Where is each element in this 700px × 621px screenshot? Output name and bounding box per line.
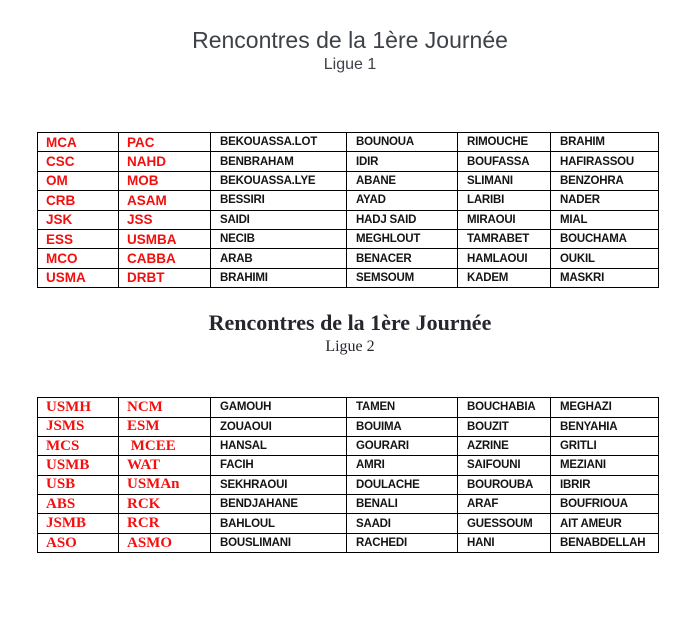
table-row (38, 533, 659, 552)
player-name-cell: BOUROUBA (458, 475, 551, 494)
team-code-cell: MCEE (119, 436, 211, 455)
team-code-cell: ESS (38, 229, 119, 248)
player-name-cell: BOUFRIOUA (551, 495, 659, 514)
team-code-cell: OM (38, 171, 119, 190)
ligue1-heading (0, 27, 700, 75)
player-name-cell: DOULACHE (347, 475, 458, 494)
player-name-cell: BENBRAHAM (211, 152, 347, 171)
player-name-cell: HANI (458, 533, 551, 552)
player-name-cell: BRAHIMI (211, 268, 347, 287)
player-name-cell: LARIBI (458, 191, 551, 210)
player-name-cell: ABANE (347, 171, 458, 190)
team-code-cell: CABBA (119, 249, 211, 268)
player-name-cell: HAMLAOUI (458, 249, 551, 268)
team-code-cell: USMB (38, 456, 119, 475)
player-name-cell: BENABDELLAH (551, 533, 659, 552)
player-name-cell: MEZIANI (551, 456, 659, 475)
player-name-cell: MIAL (551, 210, 659, 229)
ligue1-title: Rencontres de la 1ère Journée (192, 27, 508, 53)
player-name-cell: HADJ SAID (347, 210, 458, 229)
ligue1-subtitle: Ligue 1 (323, 56, 377, 73)
player-name-cell: BOUZIT (458, 417, 551, 436)
player-name-cell: AZRINE (458, 436, 551, 455)
player-name-cell: SAIDI (211, 210, 347, 229)
table-row (38, 475, 659, 494)
player-name-cell: ARAB (211, 249, 347, 268)
player-name-cell: BENALI (347, 495, 458, 514)
player-name-cell: TAMEN (347, 398, 458, 417)
table-row (38, 229, 659, 248)
player-name-cell: AYAD (347, 191, 458, 210)
player-name-cell: BOUCHAMA (551, 229, 659, 248)
team-code-cell: JSMB (38, 514, 119, 533)
document-page (0, 27, 700, 621)
team-code-cell: ABS (38, 495, 119, 514)
player-name-cell: BENDJAHANE (211, 495, 347, 514)
player-name-cell: BENYAHIA (551, 417, 659, 436)
table-row (38, 152, 659, 171)
team-code-cell: RCK (119, 495, 211, 514)
player-name-cell: BEKOUASSA.LOT (211, 133, 347, 152)
table-row (38, 398, 659, 417)
team-code-cell: ASO (38, 533, 119, 552)
player-name-cell: AMRI (347, 456, 458, 475)
team-code-cell: MCS (38, 436, 119, 455)
player-name-cell: BENZOHRA (551, 171, 659, 190)
ligue2-heading (0, 309, 700, 357)
player-name-cell: MEGHLOUT (347, 229, 458, 248)
ligue1-table-wrapper (0, 132, 700, 288)
team-code-cell: NCM (119, 398, 211, 417)
team-code-cell: WAT (119, 456, 211, 475)
team-code-cell: MCO (38, 249, 119, 268)
team-code-cell: MOB (119, 171, 211, 190)
player-name-cell: GUESSOUM (458, 514, 551, 533)
player-name-cell: BEKOUASSA.LYE (211, 171, 347, 190)
ligue2-subtitle: Ligue 2 (325, 338, 375, 356)
player-name-cell: MEGHAZI (551, 398, 659, 417)
player-name-cell: KADEM (458, 268, 551, 287)
player-name-cell: SLIMANI (458, 171, 551, 190)
ligue2-table-wrapper (0, 397, 700, 553)
player-name-cell: RACHEDI (347, 533, 458, 552)
table-row (38, 495, 659, 514)
player-name-cell: BAHLOUL (211, 514, 347, 533)
team-code-cell: ASAM (119, 191, 211, 210)
table-row (38, 191, 659, 210)
team-code-cell: ESM (119, 417, 211, 436)
player-name-cell: TAMRABET (458, 229, 551, 248)
player-name-cell: OUKIL (551, 249, 659, 268)
player-name-cell: NECIB (211, 229, 347, 248)
table-row (38, 133, 659, 152)
player-name-cell: SEMSOUM (347, 268, 458, 287)
player-name-cell: BOUSLIMANI (211, 533, 347, 552)
team-code-cell: CSC (38, 152, 119, 171)
team-code-cell: USB (38, 475, 119, 494)
player-name-cell: BOUCHABIA (458, 398, 551, 417)
ligue2-title: Rencontres de la 1ère Journée (208, 310, 492, 336)
player-name-cell: BOUFASSA (458, 152, 551, 171)
table-row (38, 249, 659, 268)
ligue2-fixtures-table (37, 397, 659, 553)
player-name-cell: ARAF (458, 495, 551, 514)
player-name-cell: BENACER (347, 249, 458, 268)
table-row (38, 456, 659, 475)
team-code-cell: USMH (38, 398, 119, 417)
player-name-cell: BESSIRI (211, 191, 347, 210)
team-code-cell: USMAn (119, 475, 211, 494)
team-code-cell: CRB (38, 191, 119, 210)
player-name-cell: GRITLI (551, 436, 659, 455)
table-row (38, 210, 659, 229)
table-row (38, 436, 659, 455)
player-name-cell: GOURARI (347, 436, 458, 455)
team-code-cell: MCA (38, 133, 119, 152)
team-code-cell: USMBA (119, 229, 211, 248)
player-name-cell: RIMOUCHE (458, 133, 551, 152)
team-code-cell: USMA (38, 268, 119, 287)
team-code-cell: JSS (119, 210, 211, 229)
player-name-cell: BOUIMA (347, 417, 458, 436)
player-name-cell: NADER (551, 191, 659, 210)
player-name-cell: MASKRI (551, 268, 659, 287)
player-name-cell: SEKHRAOUI (211, 475, 347, 494)
player-name-cell: SAADI (347, 514, 458, 533)
table-row (38, 514, 659, 533)
team-code-cell: JSMS (38, 417, 119, 436)
team-code-cell: PAC (119, 133, 211, 152)
team-code-cell: RCR (119, 514, 211, 533)
player-name-cell: IBRIR (551, 475, 659, 494)
team-code-cell: NAHD (119, 152, 211, 171)
player-name-cell: HANSAL (211, 436, 347, 455)
player-name-cell: HAFIRASSOU (551, 152, 659, 171)
team-code-cell: JSK (38, 210, 119, 229)
player-name-cell: BRAHIM (551, 133, 659, 152)
player-name-cell: AIT AMEUR (551, 514, 659, 533)
player-name-cell: IDIR (347, 152, 458, 171)
player-name-cell: ZOUAOUI (211, 417, 347, 436)
table-row (38, 171, 659, 190)
player-name-cell: GAMOUH (211, 398, 347, 417)
player-name-cell: SAIFOUNI (458, 456, 551, 475)
team-code-cell: ASMO (119, 533, 211, 552)
team-code-cell: DRBT (119, 268, 211, 287)
player-name-cell: BOUNOUA (347, 133, 458, 152)
table-row (38, 417, 659, 436)
player-name-cell: FACIH (211, 456, 347, 475)
table-row (38, 268, 659, 287)
player-name-cell: MIRAOUI (458, 210, 551, 229)
ligue1-fixtures-table (37, 132, 659, 288)
